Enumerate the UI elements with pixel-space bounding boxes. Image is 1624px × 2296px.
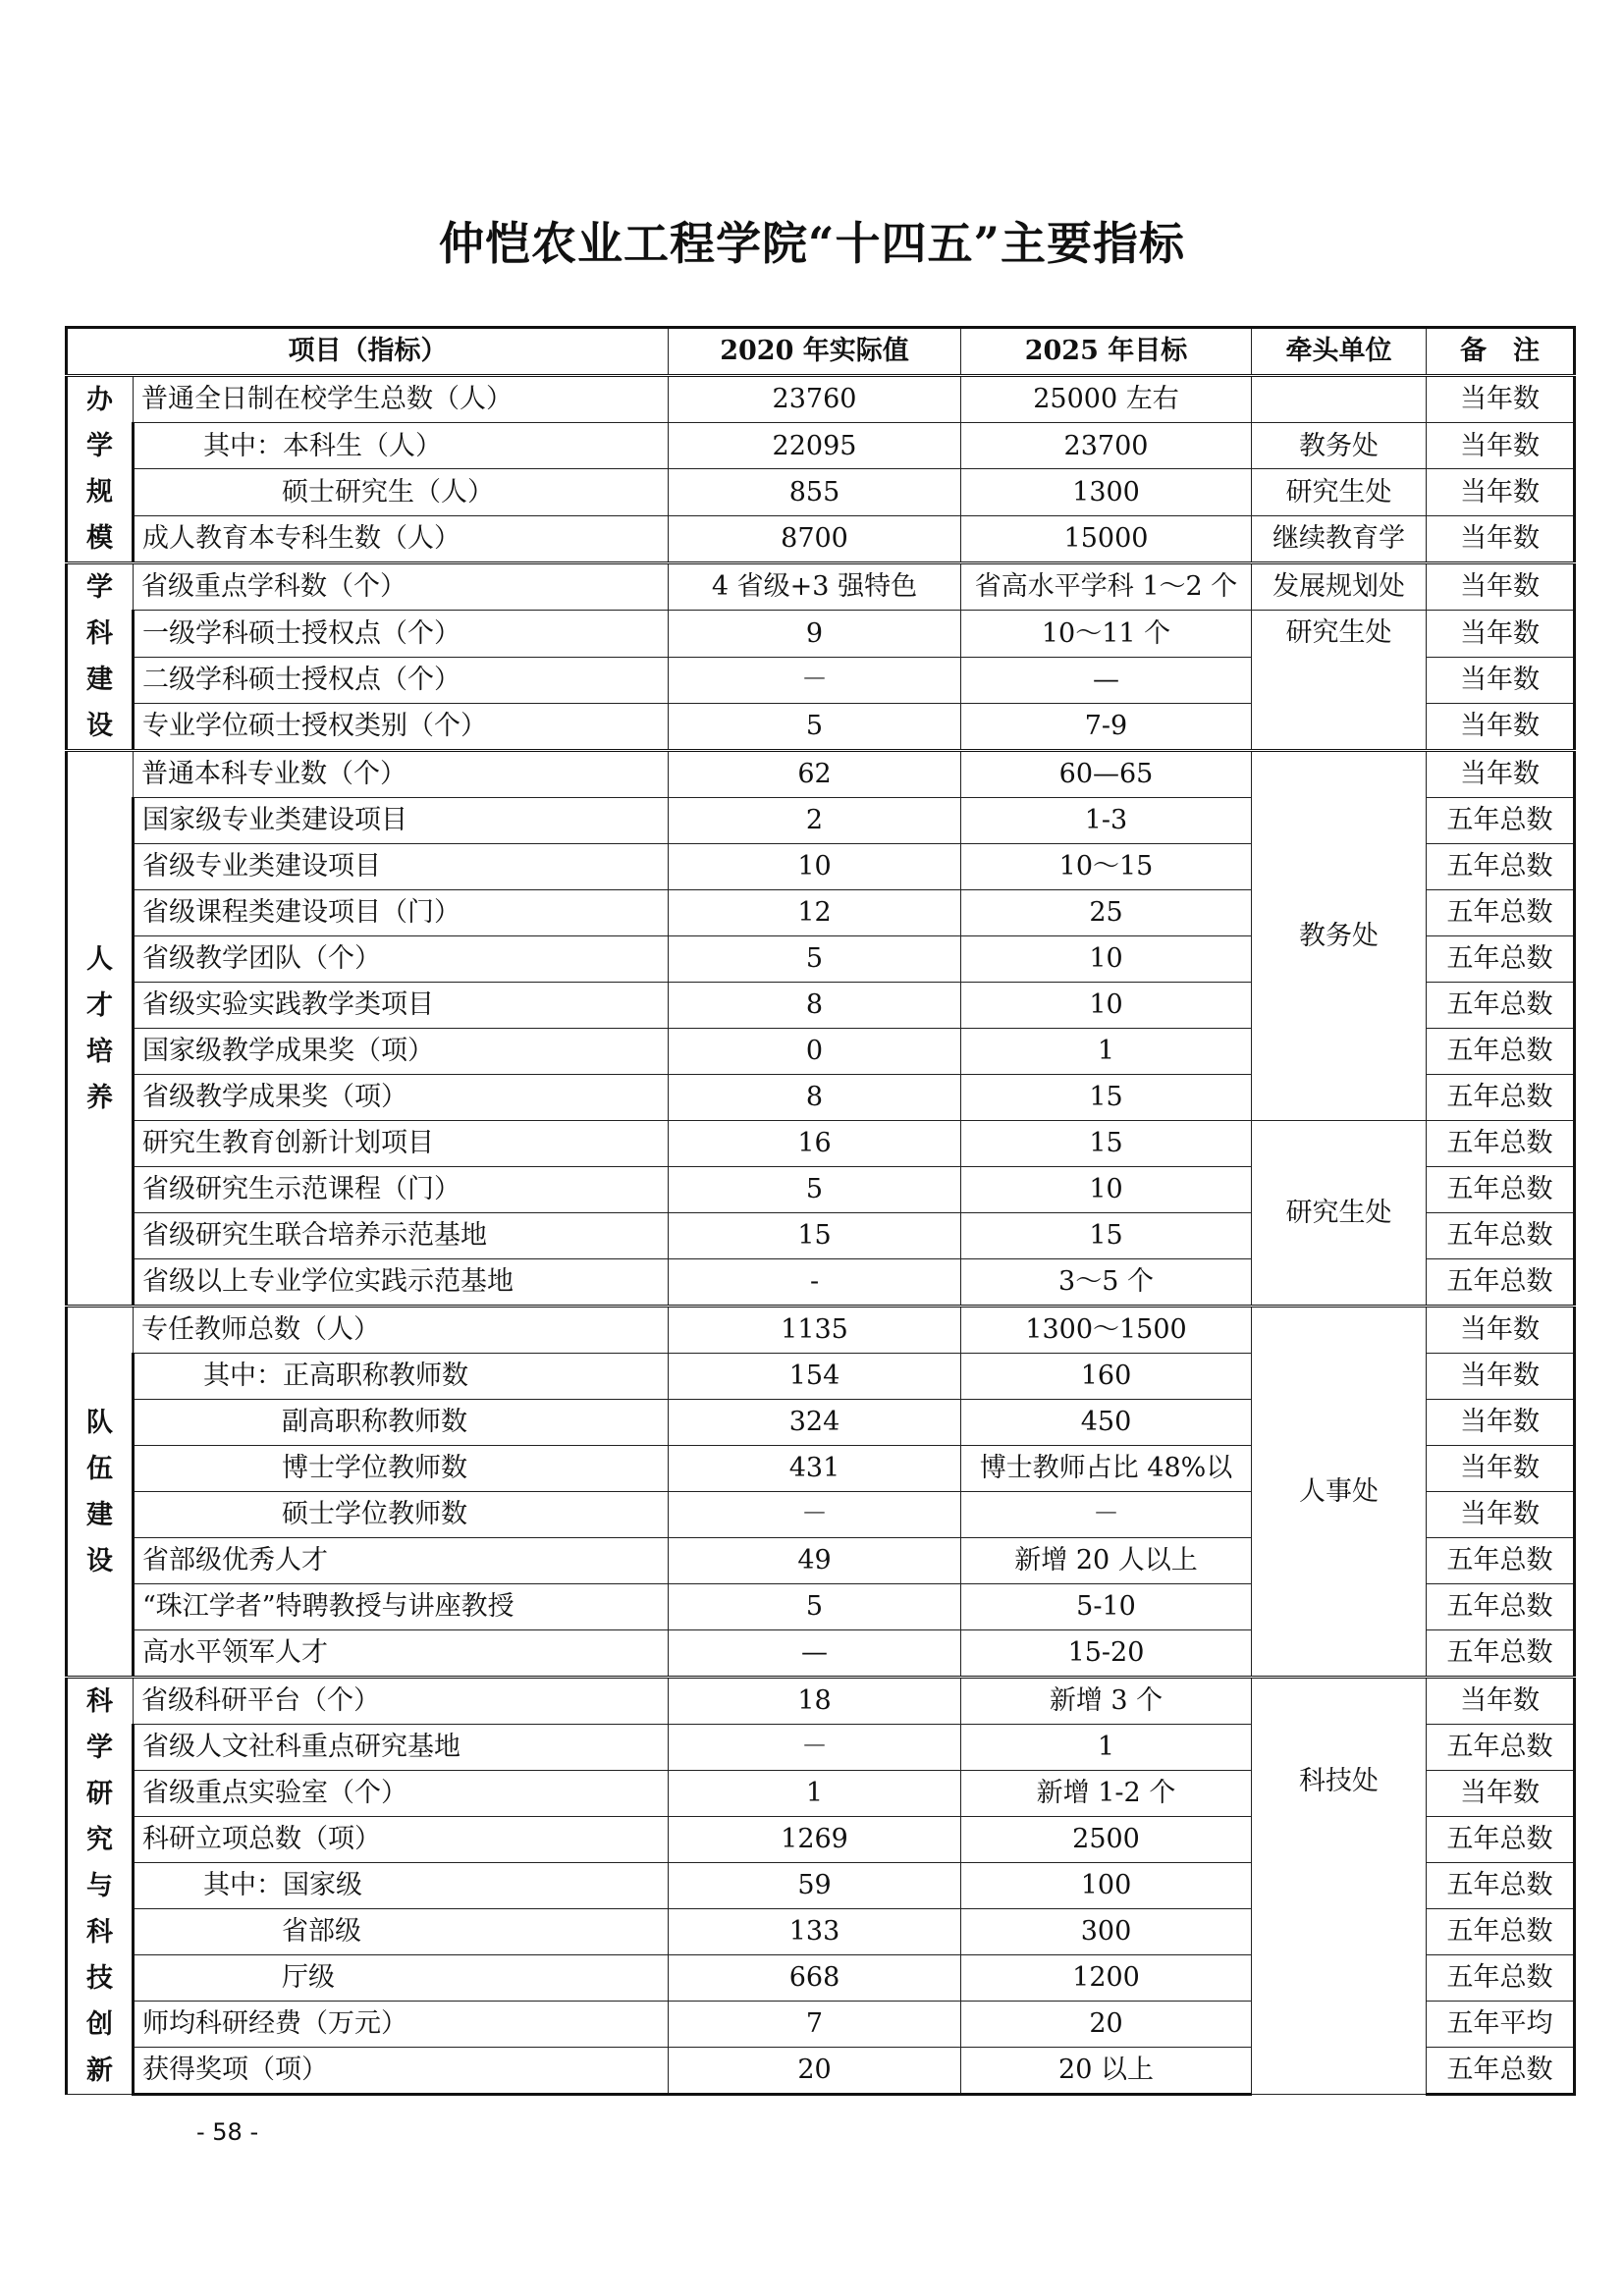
category-cell (67, 1307, 134, 1678)
table-row (67, 1678, 1575, 1725)
category-char: 建 (86, 1499, 113, 1530)
target-cell: 新增 1-2 个 (961, 1771, 1252, 1817)
target-cell: 10 (961, 1167, 1252, 1213)
category-char: 设 (86, 1545, 113, 1576)
note-cell: 五年总数 (1427, 1259, 1575, 1307)
target-cell: 1 (961, 1029, 1252, 1075)
item-cell: 省部级 (134, 1909, 669, 1955)
actual-cell: 133 (669, 1909, 961, 1955)
target-cell: 25 (961, 890, 1252, 936)
actual-cell: 23760 (669, 376, 961, 423)
item-cell: 国家级教学成果奖（项） (134, 1029, 669, 1075)
target-cell: — (961, 658, 1252, 704)
actual-cell: 15 (669, 1213, 961, 1259)
item-cell: 高水平领军人才 (134, 1630, 669, 1678)
actual-cell: 49 (669, 1538, 961, 1584)
note-cell: 五年总数 (1427, 798, 1575, 844)
page-title: 仲恺农业工程学院“十四五”主要指标 (439, 217, 1185, 270)
category-char: 与 (86, 1871, 113, 1901)
target-cell: 2500 (961, 1817, 1252, 1863)
item-cell: 省级人文社科重点研究基地 (134, 1725, 669, 1771)
item-cell: 普通本科专业数（个） (134, 751, 669, 798)
item-cell: 科研立项总数（项） (134, 1817, 669, 1863)
target-cell: 100 (961, 1863, 1252, 1909)
note-cell: 当年数 (1427, 563, 1575, 611)
item-cell: 其中：本科生（人） (134, 423, 669, 469)
note-cell: 五年总数 (1427, 1584, 1575, 1630)
item-cell: 省级课程类建设项目（门） (134, 890, 669, 936)
target-cell: 15 (961, 1075, 1252, 1121)
category-char: 伍 (86, 1453, 113, 1484)
category-char: 学 (86, 572, 113, 603)
target-cell: 15000 (961, 515, 1252, 562)
header-lead: 牵头单位 (1252, 328, 1427, 376)
note-cell: 五年平均 (1427, 2002, 1575, 2048)
note-cell: 当年数 (1427, 1400, 1575, 1446)
table-header-row (67, 328, 1575, 376)
actual-cell: 0 (669, 1029, 961, 1075)
item-cell: 其中：国家级 (134, 1863, 669, 1909)
category-char: 科 (86, 618, 113, 649)
actual-cell: 59 (669, 1863, 961, 1909)
category-label (76, 377, 124, 561)
target-cell: 20 以上 (961, 2048, 1252, 2095)
actual-cell: 4 省级+3 强特色 (669, 563, 961, 611)
header-target: 2025 年目标 (961, 328, 1252, 376)
target-cell: 10 (961, 936, 1252, 983)
category-char: 建 (86, 665, 113, 695)
note-cell: 五年总数 (1427, 1029, 1575, 1075)
target-cell: 300 (961, 1909, 1252, 1955)
item-cell: 省级研究生示范课程（门） (134, 1167, 669, 1213)
item-cell: 普通全日制在校学生总数（人） (134, 376, 669, 423)
target-cell: 新增 20 人以上 (961, 1538, 1252, 1584)
actual-cell: 10 (669, 844, 961, 890)
target-cell: 10～11 个 (961, 611, 1252, 658)
indicators-table (65, 326, 1576, 2096)
lead-cell: 研究生处 (1252, 469, 1427, 515)
category-cell (67, 751, 134, 1307)
item-cell: 省部级优秀人才 (134, 1538, 669, 1584)
item-cell: 省级重点学科数（个） (134, 563, 669, 611)
target-cell: 15 (961, 1213, 1252, 1259)
table-row (67, 1307, 1575, 1354)
category-char: 研 (86, 1779, 113, 1809)
item-cell: 厅级 (134, 1955, 669, 2002)
target-cell: 1200 (961, 1955, 1252, 2002)
category-char: 培 (86, 1036, 113, 1067)
target-cell: 1300～1500 (961, 1307, 1252, 1354)
item-cell: 获得奖项（项） (134, 2048, 669, 2095)
item-cell: 省级研究生联合培养示范基地 (134, 1213, 669, 1259)
category-char: 才 (86, 989, 113, 1021)
actual-cell: - (669, 1259, 961, 1307)
actual-cell: 1269 (669, 1817, 961, 1863)
item-cell: 成人教育本专科生数（人） (134, 515, 669, 562)
category-char: 创 (86, 2009, 113, 2040)
item-cell: 博士学位教师数 (134, 1446, 669, 1492)
item-cell: 二级学科硕士授权点（个） (134, 658, 669, 704)
item-cell: 专业学位硕士授权类别（个） (134, 704, 669, 751)
note-cell: 五年总数 (1427, 844, 1575, 890)
category-label (76, 1679, 124, 2094)
item-cell: 师均科研经费（万元） (134, 2002, 669, 2048)
actual-cell: 5 (669, 1584, 961, 1630)
note-cell: 当年数 (1427, 704, 1575, 751)
actual-cell: 5 (669, 704, 961, 751)
actual-cell: 668 (669, 1955, 961, 2002)
table-row (67, 376, 1575, 423)
target-cell: 1 (961, 1725, 1252, 1771)
actual-cell: － (669, 658, 961, 704)
target-cell: 10～15 (961, 844, 1252, 890)
note-cell: 五年总数 (1427, 1075, 1575, 1121)
item-cell: 省级教学成果奖（项） (134, 1075, 669, 1121)
note-cell: 当年数 (1427, 515, 1575, 562)
note-cell: 当年数 (1427, 611, 1575, 658)
item-cell: 省级科研平台（个） (134, 1678, 669, 1725)
note-cell: 五年总数 (1427, 936, 1575, 983)
note-cell: 五年总数 (1427, 1955, 1575, 2002)
actual-cell: 2 (669, 798, 961, 844)
lead-cell: 教务处 (1252, 423, 1427, 469)
note-cell: 当年数 (1427, 423, 1575, 469)
actual-cell: 324 (669, 1400, 961, 1446)
table-row (67, 563, 1575, 611)
note-cell: 五年总数 (1427, 1538, 1575, 1584)
category-char: 技 (86, 1963, 113, 1994)
actual-cell: － (669, 1725, 961, 1771)
note-cell: 五年总数 (1427, 1630, 1575, 1678)
target-cell: 60—65 (961, 751, 1252, 798)
actual-cell: 154 (669, 1354, 961, 1400)
actual-cell: — (669, 1630, 961, 1678)
item-cell: 硕士学位教师数 (134, 1492, 669, 1538)
actual-cell: － (669, 1492, 961, 1538)
lead-cell: 科技处 (1252, 1678, 1427, 2095)
note-cell: 五年总数 (1427, 1167, 1575, 1213)
lead-cell: 研究生处 (1252, 611, 1427, 751)
target-cell: － (961, 1492, 1252, 1538)
target-cell: 23700 (961, 423, 1252, 469)
header-actual: 2020 年实际值 (669, 328, 961, 376)
item-cell: 省级教学团队（个） (134, 936, 669, 983)
category-char: 学 (86, 1733, 113, 1763)
target-cell: 450 (961, 1400, 1252, 1446)
note-cell: 当年数 (1427, 1446, 1575, 1492)
actual-cell: 20 (669, 2048, 961, 2095)
actual-cell: 22095 (669, 423, 961, 469)
target-cell: 160 (961, 1354, 1252, 1400)
category-label (76, 1400, 124, 1584)
category-char: 模 (86, 523, 113, 554)
item-cell: 国家级专业类建设项目 (134, 798, 669, 844)
note-cell: 当年数 (1427, 1492, 1575, 1538)
actual-cell: 7 (669, 2002, 961, 2048)
note-cell: 当年数 (1427, 1354, 1575, 1400)
category-cell (67, 1678, 134, 2095)
note-cell: 当年数 (1427, 751, 1575, 798)
category-cell (67, 376, 134, 563)
target-cell: 15-20 (961, 1630, 1252, 1678)
lead-cell: 研究生处 (1252, 1121, 1427, 1307)
note-cell: 当年数 (1427, 469, 1575, 515)
item-cell: 一级学科硕士授权点（个） (134, 611, 669, 658)
note-cell: 五年总数 (1427, 983, 1575, 1029)
target-cell: 博士教师占比 48%以 (961, 1446, 1252, 1492)
actual-cell: 5 (669, 936, 961, 983)
lead-cell: 继续教育学 (1252, 515, 1427, 562)
lead-cell (1252, 376, 1427, 423)
lead-cell: 教务处 (1252, 751, 1427, 1121)
actual-cell: 8 (669, 983, 961, 1029)
header-item: 项目（指标） (67, 328, 669, 376)
item-cell: 副高职称教师数 (134, 1400, 669, 1446)
item-cell: 省级实验实践教学类项目 (134, 983, 669, 1029)
page-number: - 58 - (196, 2118, 259, 2146)
note-cell: 五年总数 (1427, 1863, 1575, 1909)
table-row (67, 469, 1575, 515)
note-cell: 当年数 (1427, 376, 1575, 423)
header-note: 备 注 (1427, 328, 1575, 376)
actual-cell: 855 (669, 469, 961, 515)
target-cell: 25000 左右 (961, 376, 1252, 423)
actual-cell: 5 (669, 1167, 961, 1213)
category-char: 学 (86, 431, 113, 461)
actual-cell: 1 (669, 1771, 961, 1817)
target-cell: 15 (961, 1121, 1252, 1167)
actual-cell: 16 (669, 1121, 961, 1167)
actual-cell: 8 (669, 1075, 961, 1121)
table-row (67, 423, 1575, 469)
item-cell: 其中：正高职称教师数 (134, 1354, 669, 1400)
category-char: 养 (86, 1082, 113, 1113)
actual-cell: 9 (669, 611, 961, 658)
category-char: 人 (86, 943, 113, 975)
actual-cell: 8700 (669, 515, 961, 562)
actual-cell: 431 (669, 1446, 961, 1492)
note-cell: 五年总数 (1427, 890, 1575, 936)
target-cell: 省高水平学科 1～2 个 (961, 563, 1252, 611)
target-cell: 1-3 (961, 798, 1252, 844)
target-cell: 7-9 (961, 704, 1252, 751)
note-cell: 五年总数 (1427, 2048, 1575, 2095)
note-cell: 当年数 (1427, 1678, 1575, 1725)
actual-cell: 1135 (669, 1307, 961, 1354)
table-row (67, 751, 1575, 798)
category-char: 新 (86, 2056, 113, 2086)
item-cell: 省级专业类建设项目 (134, 844, 669, 890)
note-cell: 当年数 (1427, 1307, 1575, 1354)
item-cell: “珠江学者”特聘教授与讲座教授 (134, 1584, 669, 1630)
note-cell: 五年总数 (1427, 1909, 1575, 1955)
category-char: 办 (86, 385, 113, 415)
target-cell: 新增 3 个 (961, 1678, 1252, 1725)
category-char: 究 (86, 1825, 113, 1855)
note-cell: 五年总数 (1427, 1725, 1575, 1771)
note-cell: 当年数 (1427, 1771, 1575, 1817)
note-cell: 当年数 (1427, 658, 1575, 704)
actual-cell: 18 (669, 1678, 961, 1725)
table-row (67, 611, 1575, 658)
category-char: 队 (86, 1407, 113, 1438)
item-cell: 专任教师总数（人） (134, 1307, 669, 1354)
category-char: 科 (86, 1686, 113, 1717)
category-char: 设 (86, 711, 113, 741)
table-row (67, 1121, 1575, 1167)
note-cell: 五年总数 (1427, 1121, 1575, 1167)
category-label (76, 564, 124, 749)
actual-cell: 62 (669, 751, 961, 798)
target-cell: 10 (961, 983, 1252, 1029)
category-cell (67, 563, 134, 751)
lead-cell: 发展规划处 (1252, 563, 1427, 611)
target-cell: 20 (961, 2002, 1252, 2048)
table-row (67, 515, 1575, 562)
target-cell: 5-10 (961, 1584, 1252, 1630)
item-cell: 省级重点实验室（个） (134, 1771, 669, 1817)
category-label (76, 936, 124, 1121)
item-cell: 研究生教育创新计划项目 (134, 1121, 669, 1167)
actual-cell: 12 (669, 890, 961, 936)
lead-cell: 人事处 (1252, 1307, 1427, 1678)
note-cell: 五年总数 (1427, 1817, 1575, 1863)
target-cell: 1300 (961, 469, 1252, 515)
note-cell: 五年总数 (1427, 1213, 1575, 1259)
category-char: 科 (86, 1917, 113, 1948)
category-char: 规 (86, 477, 113, 507)
item-cell: 省级以上专业学位实践示范基地 (134, 1259, 669, 1307)
item-cell: 硕士研究生（人） (134, 469, 669, 515)
target-cell: 3～5 个 (961, 1259, 1252, 1307)
